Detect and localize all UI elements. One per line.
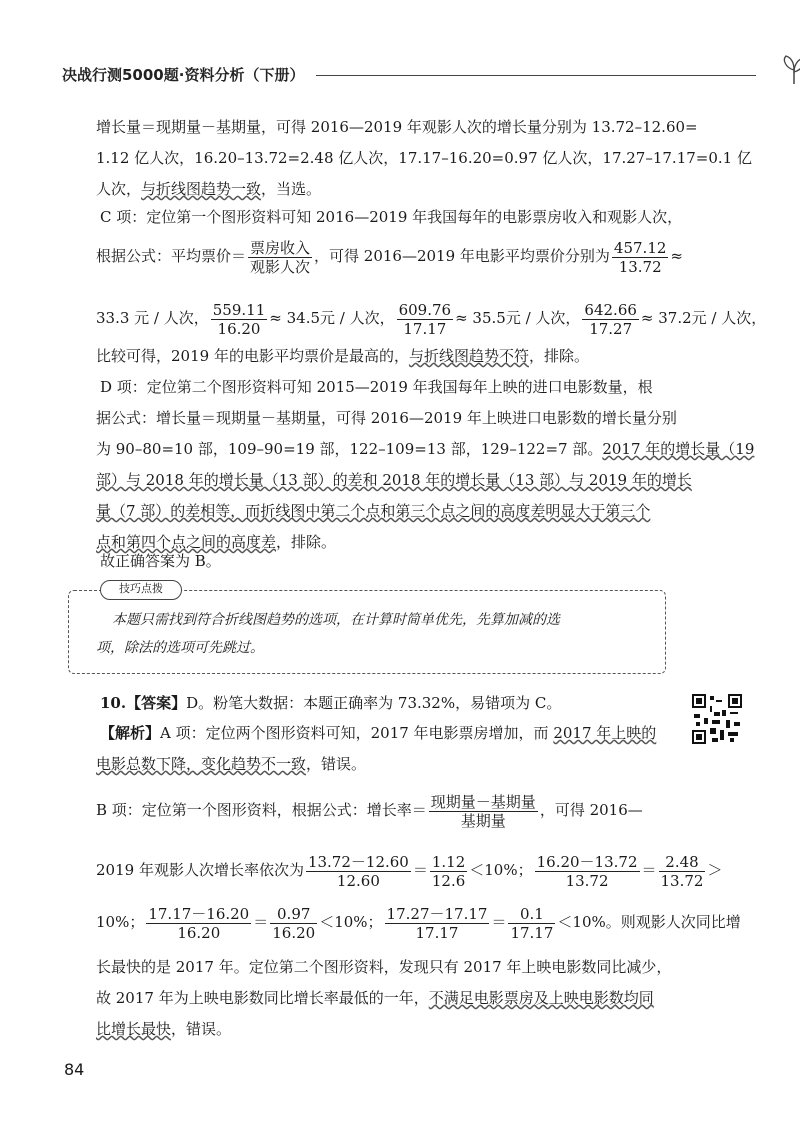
text-line: 为 90–80=10 部，109–90=19 部，122–109=13 部，129–122=7 部。2017 年的增长量（19 xyxy=(96,440,755,458)
fraction: $\frac{0.1}{17.17}$ xyxy=(510,904,554,942)
fraction: $\frac{13.72-12.60}{12.60}$ xyxy=(307,852,409,890)
fraction: $\frac{17.27-17.17}{17.17}$ xyxy=(386,904,488,942)
text-line: 比较可得，2019 年的电影平均票价是最高的，与折线图趋势不符，排除。 xyxy=(96,347,589,365)
sprout-icon xyxy=(776,50,800,86)
fraction: $\frac{0.97}{16.20}$ xyxy=(272,904,316,942)
text-line: 电影总数下降，变化趋势不一致，错误。 xyxy=(96,755,367,773)
text-line: 人次，与折线图趋势一致，当选。 xyxy=(96,180,322,198)
page-number: 84 xyxy=(64,1060,85,1079)
fraction: $\frac{\text{现期量－基期量}}{\text{基期量}}$ xyxy=(430,792,536,830)
text-line: 据公式：增长量＝现期量－基期量，可得 2016—2019 年上映进口电影数的增长量分别 xyxy=(96,409,677,427)
text-line: 1.12 亿人次，16.20–13.72=2.48 亿人次，17.17–16.20=0.97 亿人次，17.27–17.17=0.1 亿 xyxy=(96,149,752,167)
fraction: $\frac{609.76}{17.17}$ xyxy=(398,300,452,338)
option-c-formula: 根据公式：平均票价＝ $\frac{\text{票房收入}}{\text{观影人次}}$ ，可得 2016—2019 年电影平均票价分别为 $\frac{457.12}{13.72}$ ≈ xyxy=(96,238,683,276)
q10-answer: 10.【答案】D。粉笔大数据：本题正确率为 73.32%，易错项为 C。 xyxy=(100,694,562,712)
text-line: 故 2017 年为上映电影数同比增长率最低的一年，不满足电影票房及上映电影数均同 xyxy=(96,989,654,1007)
fraction: $\frac{2.48}{13.72}$ xyxy=(660,852,704,890)
option-b-growth-1: 2019 年观影人次增长率依次为 $\frac{13.72-12.60}{12.60}$ ＝ $\frac{1.12}{12.6}$ ＜10%； $\frac{16.20-13.72}{13.72}$ ＝ $\frac{2.48}{13.72}$ ＞ xyxy=(96,852,723,890)
tip-text: 项，除法的选项可先跳过。 xyxy=(96,640,264,656)
option-d-intro: D 项：定位第二个图形资料可知 2015—2019 年我国每年上映的进口电影数量，根 xyxy=(100,378,653,396)
text-line: 增长量＝现期量－基期量，可得 2016—2019 年观影人次的增长量分别为 13.72–12.60= xyxy=(96,118,698,136)
fraction: $\frac{457.12}{13.72}$ xyxy=(613,238,667,276)
book-title: 决战行测5000题·资料分析（下册） xyxy=(62,66,305,84)
fraction: $\frac{1.12}{12.6}$ xyxy=(431,852,466,890)
text-line: 点和第四个点之间的高度差，排除。 xyxy=(96,533,337,551)
fraction: $\frac{16.20-13.72}{13.72}$ xyxy=(536,852,638,890)
text-line: 比增长最快，错误。 xyxy=(96,1020,232,1038)
fraction: $\frac{559.11}{16.20}$ xyxy=(212,300,266,338)
option-b-formula: B 项：定位第一个图形资料，根据公式：增长率＝ $\frac{\text{现期量－基期量}}{\text{基期量}}$ ，可得 2016— xyxy=(96,792,643,830)
text-line: 长最快的是 2017 年。定位第二个图形资料，发现只有 2017 年上映电影数同比减少， xyxy=(96,958,672,976)
fraction: $\frac{17.17-16.20}{16.20}$ xyxy=(148,904,250,942)
text-line: 量（7 部）的差相等，而折线图中第二个点和第三个点之间的高度差明显大于第三个 xyxy=(96,502,651,520)
answer-line: 故正确答案为 B。 xyxy=(100,552,221,570)
option-c-intro: C 项：定位第一个图形资料可知 2016—2019 年我国每年的电影票房收入和观影人次， xyxy=(100,208,683,226)
text-line: 部）与 2018 年的增长量（13 部）的差和 2018 年的增长量（13 部）与 2019 年的增长 xyxy=(96,471,692,489)
q10-analysis: 【解析】A 项：定位两个图形资料可知，2017 年电影票房增加，而 2017 年上映的 xyxy=(100,724,657,742)
option-b-growth-2: 10%； $\frac{17.17-16.20}{16.20}$ ＝ $\frac{0.97}{16.20}$ ＜10%； $\frac{17.27-17.17}{17.17}$ ＝ $\frac{0.1}{17.17}$ ＜10%。则观影人次同比增 xyxy=(96,904,741,942)
running-header xyxy=(62,62,752,88)
tip-label: 技巧点拨 xyxy=(100,580,182,600)
option-c-values: 33.3 元 / 人次， $\frac{559.11}{16.20}$ ≈ 34.5元 / 人次， $\frac{609.76}{17.17}$ ≈ 35.5元 / 人次， $\frac{642.66}{17.27}$ ≈ 37.2元 / 人次， xyxy=(96,300,767,338)
fraction: $\frac{\text{票房收入}}{\text{观影人次}}$ xyxy=(250,238,311,276)
fraction: $\frac{642.66}{17.27}$ xyxy=(584,300,637,338)
qr-code xyxy=(692,694,742,744)
tip-text: 本题只需找到符合折线图趋势的选项，在计算时简单优先，先算加减的选 xyxy=(112,612,560,628)
header-rule xyxy=(316,75,756,76)
